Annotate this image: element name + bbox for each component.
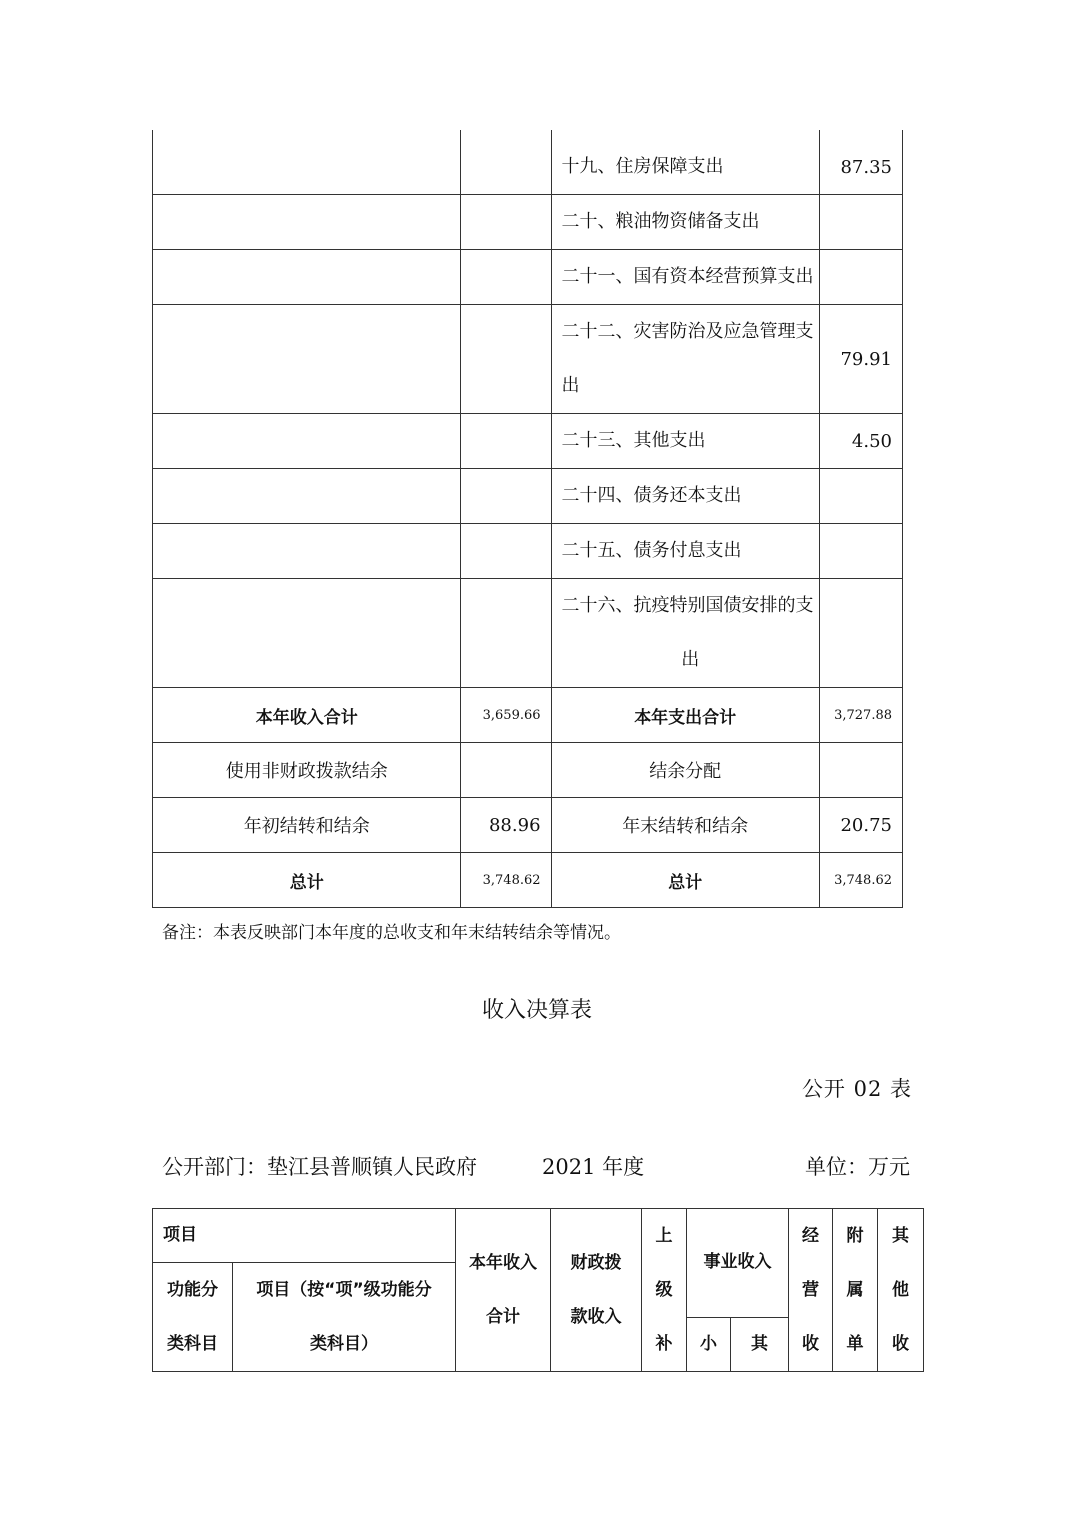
fiscal-header: [551, 1209, 642, 1372]
header-line: 款收入: [570, 1307, 622, 1327]
header-line: 营: [802, 1280, 819, 1300]
table-cell: [461, 469, 551, 524]
expense-amount: 79.91: [819, 305, 902, 414]
header-line: 经: [802, 1226, 819, 1246]
table-cell: [153, 250, 461, 305]
expense-item: 二十、粮油物资储备支出: [551, 195, 819, 250]
project-header: 项目: [153, 1209, 456, 1263]
business-subtotal-header: 小: [687, 1317, 731, 1372]
expense-amount: [819, 195, 902, 250]
expense-item: 二十一、国有资本经营预算支出: [551, 250, 819, 305]
grand-total-label: 总计: [153, 853, 461, 908]
table-row: [153, 853, 903, 908]
grand-total-label: 总计: [551, 853, 819, 908]
header-line: 财政拨: [570, 1253, 622, 1273]
header-line: 级: [655, 1280, 673, 1300]
expense-item-line: 出: [561, 375, 580, 396]
income-table: [152, 1208, 924, 1372]
table-row: [153, 469, 903, 524]
table-cell: [461, 250, 551, 305]
table-cell: [153, 195, 461, 250]
table-row: [153, 743, 903, 798]
expense-amount: [819, 469, 902, 524]
table-cell: [153, 130, 461, 195]
attached-unit-header: [833, 1209, 878, 1372]
header-line: 合计: [486, 1307, 520, 1327]
table-cell: [461, 305, 551, 414]
table-row: [153, 579, 903, 688]
header-line: 他: [892, 1280, 909, 1300]
expense-item: 十九、住房保障支出: [551, 130, 819, 195]
unit-label: 单位：万元: [805, 1155, 910, 1179]
department-label: 公开部门：垫江县普顺镇人民政府: [162, 1155, 477, 1179]
table-cell: [461, 414, 551, 469]
table-cell: [153, 305, 461, 414]
begin-balance-value: 88.96: [461, 798, 551, 853]
header-line: 属: [846, 1280, 864, 1300]
header-line: 收: [802, 1334, 819, 1354]
table-cell: [153, 414, 461, 469]
expense-amount: [819, 524, 902, 579]
table-cell: [153, 469, 461, 524]
header-line: 功能分: [167, 1280, 218, 1300]
expense-amount: [819, 250, 902, 305]
expense-item: 二十三、其他支出: [551, 414, 819, 469]
expense-item-line: 二十二、灾害防治及应急管理支: [561, 321, 814, 342]
expense-total-label: 本年支出合计: [551, 688, 819, 743]
summary-table: [152, 130, 903, 908]
header-line: 补: [655, 1334, 673, 1354]
operating-header: [789, 1209, 833, 1372]
table-row: [153, 195, 903, 250]
func-class-header: [153, 1263, 233, 1372]
year-label: 2021 年度: [542, 1155, 645, 1179]
header-line: 项目（按“项”级功能分: [256, 1280, 432, 1300]
income-total-label: 本年收入合计: [153, 688, 461, 743]
header-line: 上: [655, 1226, 673, 1246]
header-line: 类科目）: [310, 1334, 378, 1354]
expense-item-line: 二十六、抗疫特别国债安排的支: [561, 595, 814, 616]
header-line: 收: [892, 1334, 909, 1354]
expense-amount: 4.50: [819, 414, 902, 469]
table-cell: [461, 130, 551, 195]
header-line: 类科目: [167, 1334, 218, 1354]
end-balance-value: 20.75: [819, 798, 902, 853]
table-row: [153, 1209, 924, 1263]
expense-item: 二十四、债务还本支出: [551, 469, 819, 524]
table-row: [153, 250, 903, 305]
table-row: [153, 688, 903, 743]
expense-item: 二十五、债务付息支出: [551, 524, 819, 579]
expense-item: [551, 305, 819, 414]
header-line: 本年收入: [469, 1253, 537, 1273]
non-fiscal-label: 使用非财政拨款结余: [153, 743, 461, 798]
item-header: [233, 1263, 456, 1372]
business-other-header: 其: [731, 1317, 789, 1372]
distribution-label: 结余分配: [551, 743, 819, 798]
expense-amount: 87.35: [819, 130, 902, 195]
income-total-value: 3,659.66: [461, 688, 551, 743]
grand-total-value: 3,748.62: [819, 853, 902, 908]
table-row: [153, 130, 903, 195]
table-cell: [153, 579, 461, 688]
end-balance-label: 年末结转和结余: [551, 798, 819, 853]
business-income-header: 事业收入: [687, 1209, 789, 1318]
table-cell: [461, 524, 551, 579]
section-title: 收入决算表: [481, 998, 592, 1023]
table-cell: [153, 524, 461, 579]
table-row: [153, 414, 903, 469]
table-cell: [819, 743, 902, 798]
expense-item-line: 出: [681, 649, 700, 670]
header-line: 单: [846, 1334, 864, 1354]
income-total-header: [456, 1209, 551, 1372]
header-line: 附: [846, 1226, 864, 1246]
other-income-header: [878, 1209, 924, 1372]
expense-amount: [819, 579, 902, 688]
table-row: [153, 798, 903, 853]
begin-balance-label: 年初结转和结余: [153, 798, 461, 853]
table-code: 公开 02 表: [801, 1077, 912, 1101]
table-row: [153, 305, 903, 414]
expense-total-value: 3,727.88: [819, 688, 902, 743]
table-cell: [461, 579, 551, 688]
table-row: [153, 524, 903, 579]
table-cell: [461, 195, 551, 250]
header-line: 其: [892, 1226, 909, 1246]
expense-item: [551, 579, 819, 688]
table-note: 备注：本表反映部门本年度的总收支和年末结转结余等情况。: [162, 923, 621, 943]
upper-subsidy-header: [642, 1209, 687, 1372]
table-cell: [461, 743, 551, 798]
grand-total-value: 3,748.62: [461, 853, 551, 908]
